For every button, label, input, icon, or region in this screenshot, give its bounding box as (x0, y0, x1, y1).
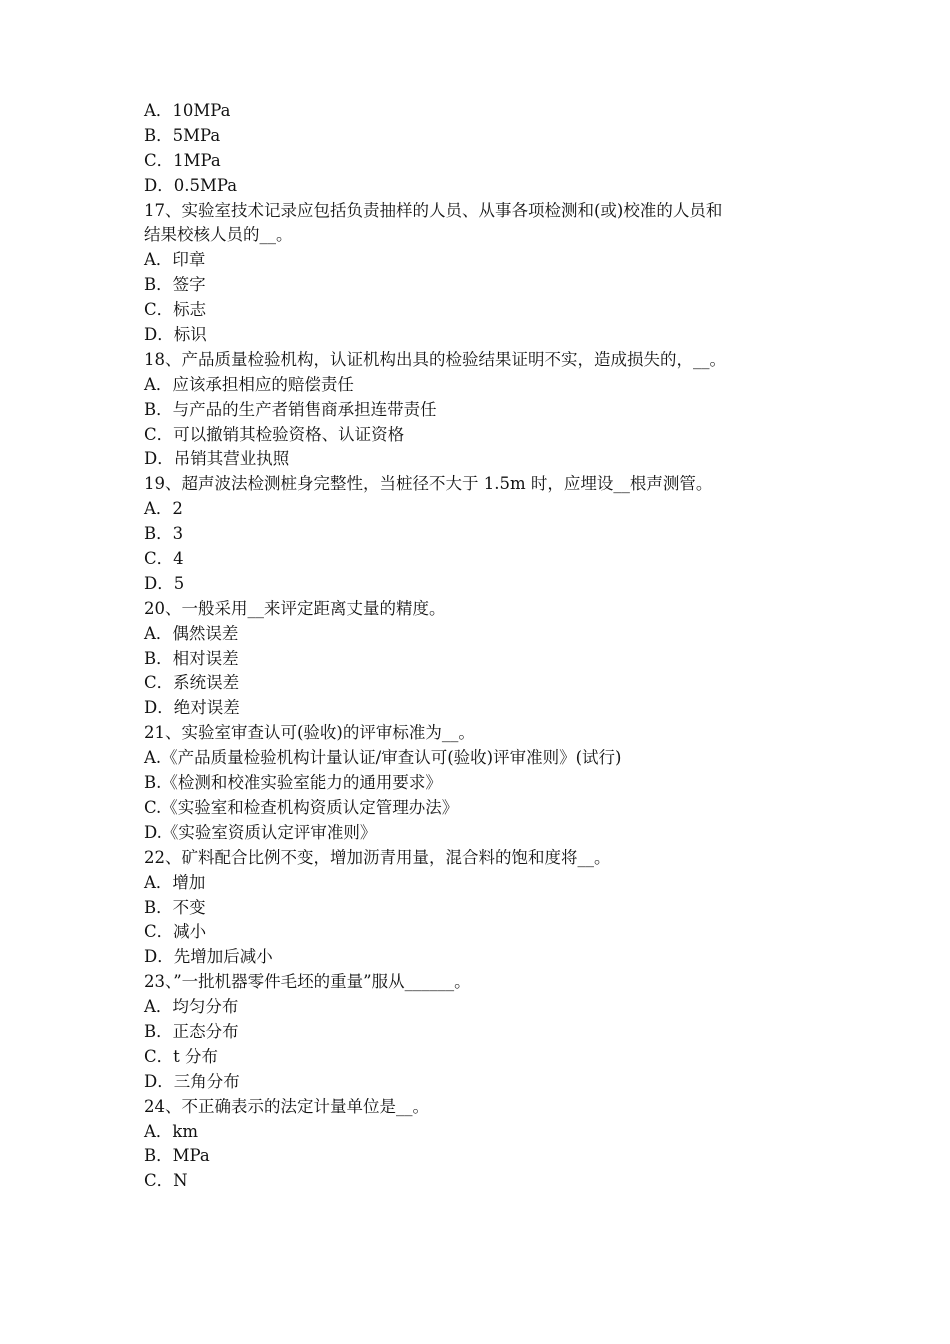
option-line: B．与产品的生产者销售商承担连带责任 (144, 399, 437, 419)
option-line: B．正态分布 (144, 1021, 239, 1041)
option-line: B.《检测和校准实验室能力的通用要求》 (144, 773, 442, 793)
option-line: D．0.5MPa (144, 175, 238, 195)
question-18: 18、产品质量检验机构，认证机构出具的检验结果证明不实，造成损失的，__。 (144, 349, 726, 369)
option-line: C．可以撤销其检验资格、认证资格 (144, 424, 405, 444)
option-line: B．不变 (144, 897, 206, 917)
document-body (144, 99, 824, 1194)
question-17: 17、实验室技术记录应包括负责抽样的人员、从事各项检测和(或)校准的人员和 (144, 200, 723, 220)
question-24: 24、不正确表示的法定计量单位是__。 (144, 1096, 429, 1116)
question-21: 21、实验室审查认可(验收)的评审标准为__。 (144, 723, 475, 743)
option-line: A．10MPa (144, 101, 231, 120)
option-line: A.《产品质量检验机构计量认证/审查认可(验收)评审准则》(试行) (144, 748, 622, 768)
option-line: A．应该承担相应的赔偿责任 (144, 374, 354, 394)
option-line: A．km (144, 1121, 199, 1141)
option-line: B．MPa (144, 1146, 210, 1166)
option-line: B．3 (144, 524, 184, 544)
option-line: D.《实验室资质认定评审准则》 (144, 822, 377, 842)
option-line: C．系统误差 (144, 673, 240, 693)
option-line: C．N (144, 1171, 188, 1191)
option-line: A．偶然误差 (144, 623, 239, 643)
question-20: 20、一般采用__来评定距离丈量的精度。 (144, 598, 446, 618)
option-line: C．标志 (144, 300, 207, 320)
option-line: D．三角分布 (144, 1071, 240, 1091)
option-line: D．吊销其营业执照 (144, 449, 290, 469)
option-line: D．标识 (144, 325, 207, 345)
option-line: D．绝对误差 (144, 698, 240, 718)
option-line: C．减小 (144, 922, 207, 942)
option-line: C．1MPa (144, 150, 221, 170)
option-line: B．5MPa (144, 125, 221, 145)
option-line: B．签字 (144, 275, 206, 295)
question-23: 23、”一批机器零件毛坯的重量”服从______。 (144, 972, 471, 992)
option-line: D．先增加后减小 (144, 947, 273, 967)
option-line: D．5 (144, 573, 185, 593)
option-line: A．增加 (144, 872, 206, 892)
question-19: 19、超声波法检测桩身完整性，当桩径不大于 1.5m 时，应埋设__根声测管。 (144, 474, 713, 494)
option-line: B．相对误差 (144, 648, 239, 668)
option-line: A．2 (144, 499, 183, 519)
option-line: A．均匀分布 (144, 997, 239, 1017)
option-line: C．4 (144, 549, 184, 569)
question-17-continued: 结果校核人员的__。 (144, 225, 293, 245)
question-22: 22、矿料配合比例不变，增加沥青用量，混合料的饱和度将__。 (144, 847, 611, 867)
option-line: A．印章 (144, 250, 206, 270)
option-line: C.《实验室和检查机构资质认定管理办法》 (144, 797, 459, 817)
option-line: C．t 分布 (144, 1046, 219, 1066)
